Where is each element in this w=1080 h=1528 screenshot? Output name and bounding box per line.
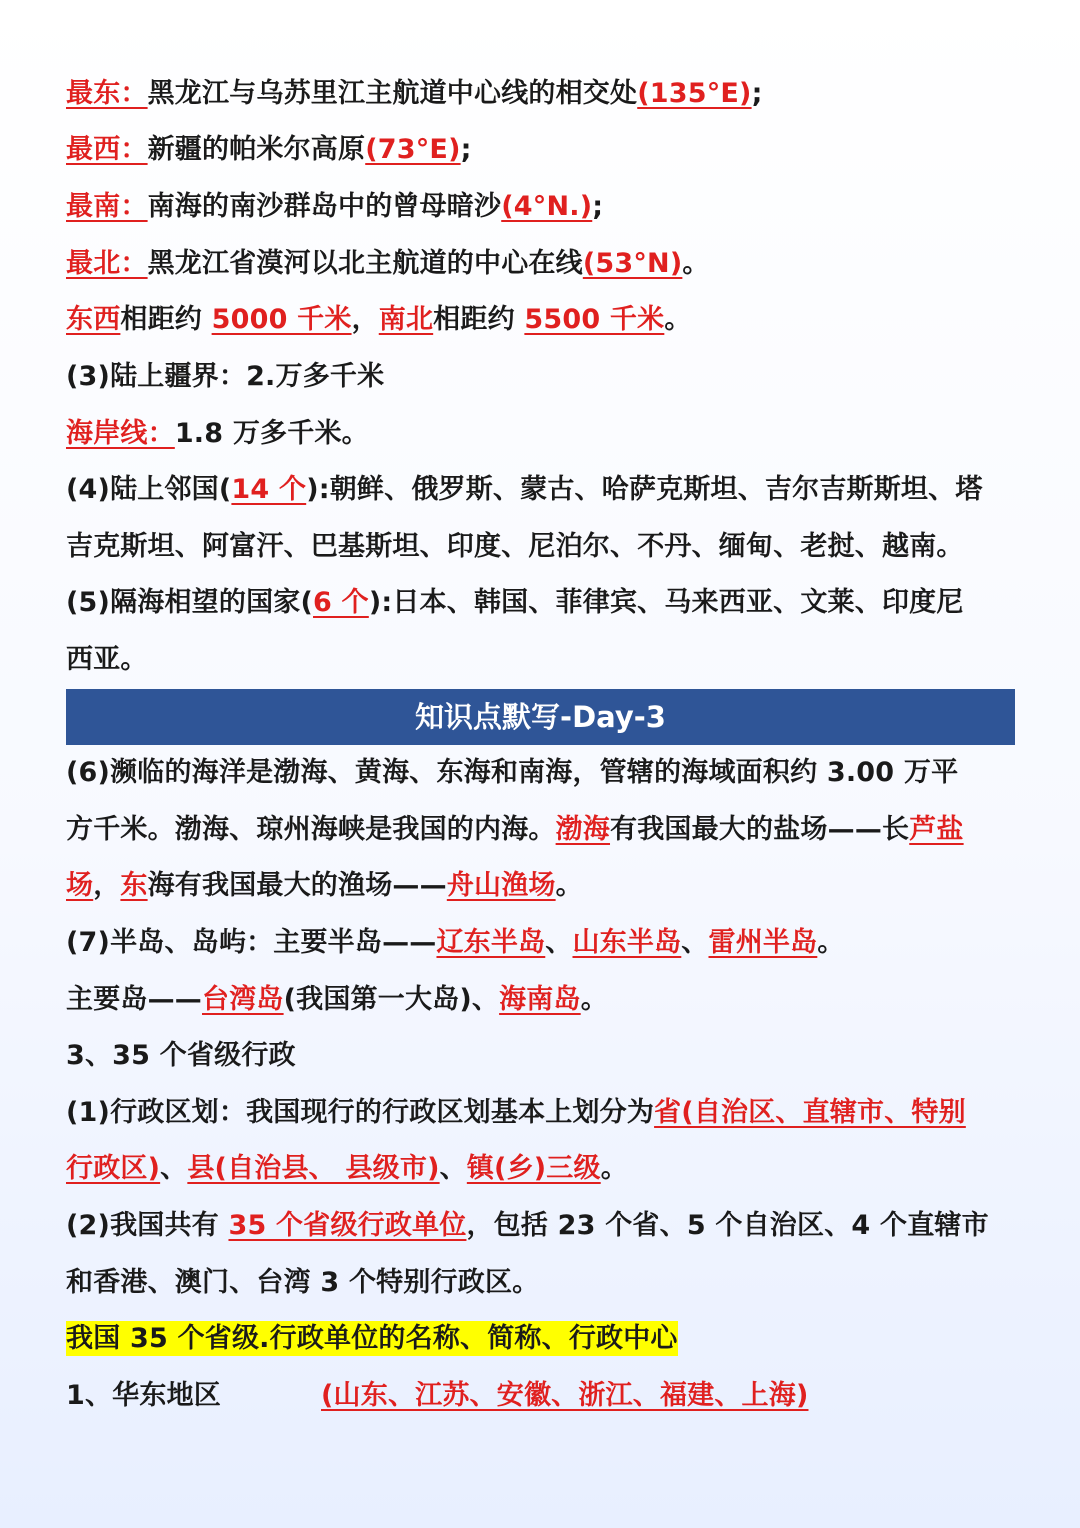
value-leizhou: 雷州半岛 <box>708 927 818 958</box>
line-northernmost <box>66 244 1020 284</box>
label-coastline: 海岸线： <box>66 418 175 449</box>
value-westernmost: (73°E) <box>365 134 461 165</box>
value-province-cont: 行政区) <box>66 1153 161 1184</box>
punct: 、 <box>439 1153 467 1184</box>
punct: ， <box>351 304 379 335</box>
text: (2)我国共有 <box>66 1210 229 1241</box>
value-easternmost: (135°E) <box>637 78 752 109</box>
line-highlight-heading <box>66 1319 1020 1359</box>
text: (我国第一大岛)、 <box>283 984 500 1015</box>
text: ，包括 23 个省、5 个自治区、4 个直辖市 <box>466 1210 989 1241</box>
line-inland-sea <box>66 810 1020 850</box>
text-westernmost: 新疆的帕米尔高原 <box>147 134 366 165</box>
punct: 。 <box>555 870 583 901</box>
value-hainan: 海南岛 <box>499 984 581 1015</box>
line-divisions <box>66 1093 1020 1133</box>
label-westernmost: 最西： <box>66 134 148 165</box>
line-east-china <box>66 1376 1020 1416</box>
value-county: 县(自治县、 县级市) <box>187 1153 440 1184</box>
text: 相距约 <box>120 304 212 335</box>
value-east-china: (山东、江苏、安徽、浙江、福建、上海) <box>321 1380 809 1411</box>
line-land-neighbors-cont: 吉克斯坦、阿富汗、巴基斯坦、印度、尼泊尔、不丹、缅甸、老挝、越南。 <box>66 531 964 562</box>
value-north-south: 5500 千米 <box>524 304 665 335</box>
value-liaodong: 辽东半岛 <box>436 927 546 958</box>
value-salt-field-cont: 场 <box>66 870 94 901</box>
line-sea-neighbors-cont: 西亚。 <box>66 644 148 675</box>
line-provincial-units-cont: 和香港、澳门、台湾 3 个特别行政区。 <box>66 1267 540 1298</box>
value-neighbors-count: 14 个 <box>231 474 307 505</box>
line-islands <box>66 980 1020 1020</box>
line-peninsulas <box>66 923 1020 963</box>
value-province: 省(自治区、直辖市、特别 <box>654 1097 966 1128</box>
text: (1)行政区划：我国现行的行政区划基本上划分为 <box>66 1097 655 1128</box>
text: (7)半岛、岛屿：主要半岛—— <box>66 927 437 958</box>
punct: ， <box>93 870 121 901</box>
text: (5)隔海相望的国家( <box>66 587 314 618</box>
punct: ; <box>751 78 763 109</box>
value-southernmost: (4°N.) <box>501 191 593 222</box>
value-east: 东 <box>120 870 148 901</box>
punct: 、 <box>545 927 573 958</box>
line-divisions-cont <box>66 1149 1020 1189</box>
punct: 。 <box>682 248 710 279</box>
line-sea-neighbors <box>66 583 1020 623</box>
text-coastline: 1.8 万多千米。 <box>174 418 369 449</box>
label-northernmost: 最北： <box>66 248 148 279</box>
highlight-heading: 我国 35 个省级.行政单位的名称、简称、行政中心 <box>66 1323 678 1354</box>
label-north-south: 南北 <box>378 304 434 335</box>
text-southernmost: 南海的南沙群岛中的曾母暗沙 <box>147 191 502 222</box>
text: 主要岛—— <box>66 984 202 1015</box>
text: ):朝鲜、俄罗斯、蒙古、哈萨克斯坦、吉尔吉斯斯坦、塔 <box>306 474 983 505</box>
punct: ; <box>592 191 604 222</box>
punct: 。 <box>664 304 692 335</box>
label-east-china: 1、华东地区 <box>66 1380 221 1411</box>
line-land-neighbors <box>66 470 1020 510</box>
text: ):日本、韩国、菲律宾、马来西亚、文莱、印度尼 <box>368 587 964 618</box>
text-easternmost: 黑龙江与乌苏里江主航道中心线的相交处 <box>147 78 638 109</box>
punct: 。 <box>600 1153 628 1184</box>
punct: 、 <box>160 1153 188 1184</box>
line-provincial-units <box>66 1206 1020 1246</box>
label-southernmost: 最南： <box>66 191 148 222</box>
punct: 。 <box>817 927 845 958</box>
section-banner: 知识点默写-Day-3 <box>66 689 1015 745</box>
text: 方千米。渤海、琼州海峡是我国的内海。 <box>66 814 556 845</box>
punct: ; <box>460 134 472 165</box>
text: (4)陆上邻国( <box>66 474 232 505</box>
line-westernmost <box>66 130 1020 170</box>
text: 海有我国最大的渔场—— <box>147 870 447 901</box>
label-east-west: 东西 <box>66 304 121 335</box>
text: 有我国最大的盐场——长 <box>610 814 910 845</box>
value-35-units: 35 个省级行政单位 <box>228 1210 467 1241</box>
text-northernmost: 黑龙江省漠河以北主航道的中心在线 <box>147 248 583 279</box>
value-shandong: 山东半岛 <box>572 927 682 958</box>
line-coastline <box>66 414 1020 454</box>
line-fishery <box>66 866 1020 906</box>
punct: 。 <box>580 984 608 1015</box>
line-section-3: 3、35 个省级行政 <box>66 1040 296 1071</box>
label-easternmost: 最东： <box>66 78 148 109</box>
value-zhoushan: 舟山渔场 <box>446 870 556 901</box>
value-east-west: 5000 千米 <box>211 304 352 335</box>
line-southernmost <box>66 187 1020 227</box>
line-distance <box>66 300 1020 340</box>
line-easternmost <box>66 74 1020 114</box>
value-taiwan: 台湾岛 <box>202 984 284 1015</box>
punct: 、 <box>681 927 709 958</box>
value-northernmost: (53°N) <box>582 248 683 279</box>
value-bohai: 渤海 <box>555 814 611 845</box>
value-salt-field: 芦盐 <box>909 814 964 845</box>
line-seas: (6)濒临的海洋是渤海、黄海、东海和南海，管辖的海域面积约 3.00 万平 <box>66 757 959 788</box>
value-town: 镇(乡)三级 <box>466 1153 601 1184</box>
text: 相距约 <box>433 304 525 335</box>
line-land-border: (3)陆上疆界：2.万多千米 <box>66 361 385 392</box>
value-sea-neighbors-count: 6 个 <box>313 587 369 618</box>
